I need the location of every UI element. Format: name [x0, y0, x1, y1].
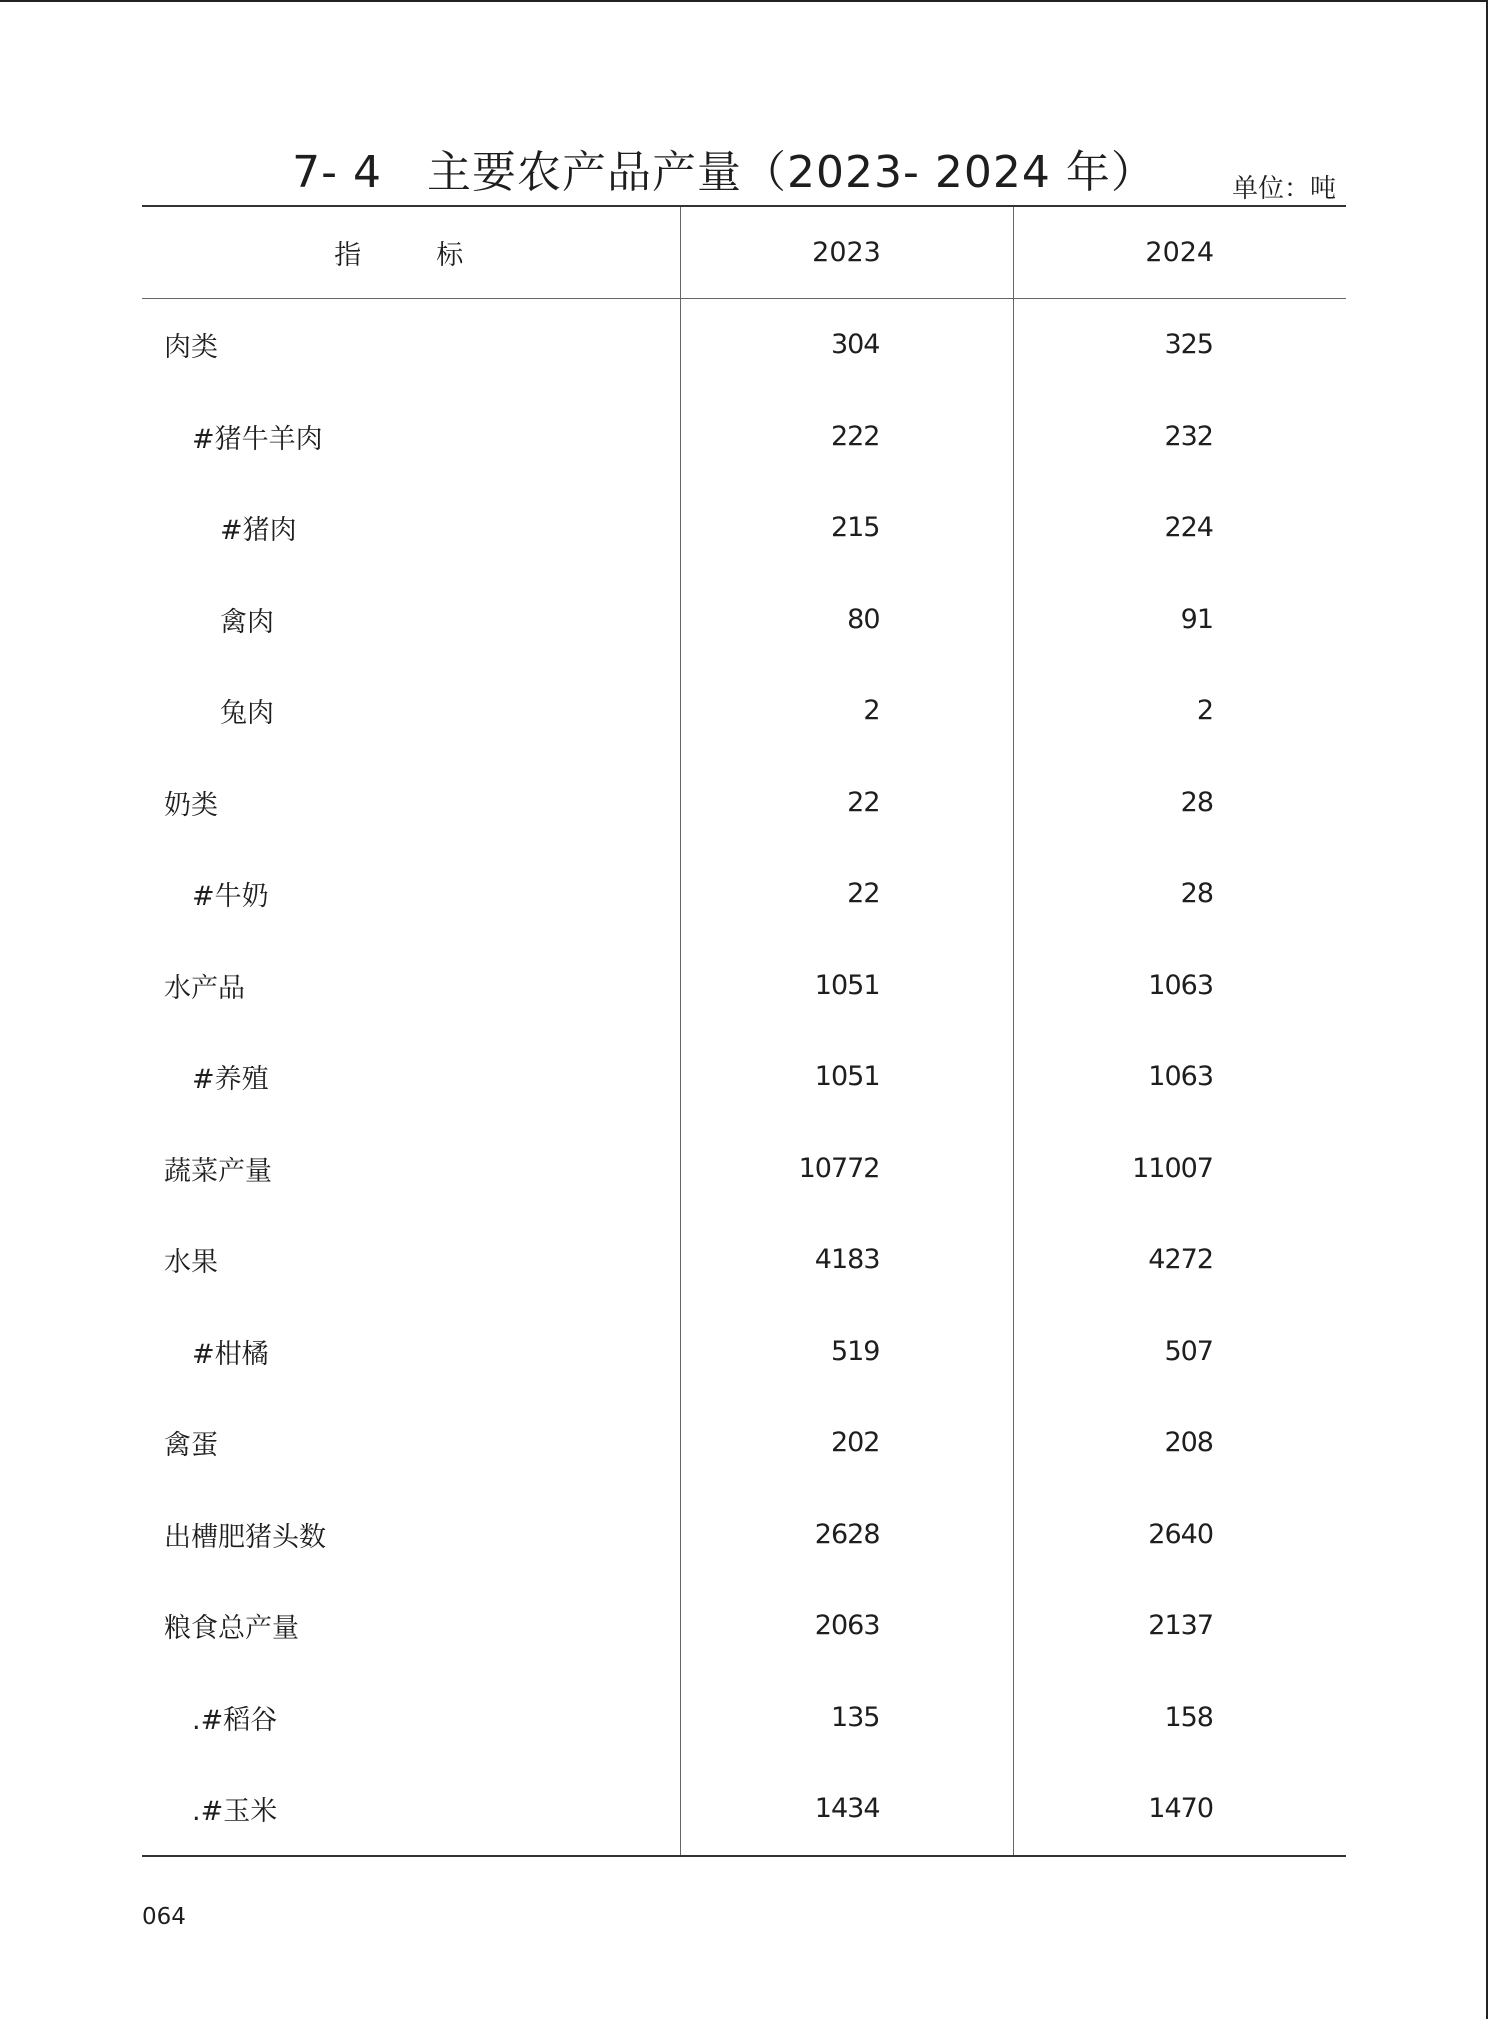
- value-2023: 202: [680, 1397, 1013, 1489]
- table-row: [142, 1397, 1346, 1489]
- value-2023: 22: [680, 757, 1013, 849]
- value-2024: 2: [1013, 665, 1346, 757]
- table-row: [142, 848, 1346, 940]
- page-border-top: [0, 0, 1488, 2]
- page-number: 064: [142, 1904, 186, 1930]
- value-2023: 519: [680, 1306, 1013, 1398]
- table-row: [142, 1672, 1346, 1764]
- table-row: [142, 1489, 1346, 1581]
- value-2023: 4183: [680, 1214, 1013, 1306]
- row-label: 粮食总产量: [164, 1613, 299, 1645]
- value-2024: 28: [1013, 757, 1346, 849]
- production-table: [142, 207, 1346, 1855]
- table-row: [142, 574, 1346, 666]
- row-label: .#稻谷: [192, 1704, 278, 1736]
- row-label: 肉类: [164, 332, 218, 364]
- value-2023: 135: [680, 1672, 1013, 1764]
- row-label: 蔬菜产量: [164, 1155, 272, 1187]
- row-label: 出槽肥猪头数: [164, 1521, 326, 1553]
- row-label: 兔肉: [220, 698, 274, 730]
- value-2023: 222: [680, 391, 1013, 483]
- header-2024: 2024: [1013, 207, 1346, 299]
- table-row: [142, 1763, 1346, 1855]
- row-label: #牛奶: [192, 881, 269, 913]
- header-indicator: 指 标: [142, 207, 680, 299]
- value-2023: 2628: [680, 1489, 1013, 1581]
- value-2023: 10772: [680, 1123, 1013, 1215]
- value-2024: 91: [1013, 574, 1346, 666]
- value-2023: 304: [680, 299, 1013, 391]
- row-label: 水产品: [164, 972, 245, 1004]
- table-row: [142, 299, 1346, 391]
- value-2023: 215: [680, 482, 1013, 574]
- value-2023: 1051: [680, 940, 1013, 1032]
- unit-label: 单位：吨: [1232, 174, 1337, 204]
- row-label: .#玉米: [192, 1796, 278, 1828]
- header-row: [142, 207, 1346, 299]
- value-2023: 1051: [680, 1031, 1013, 1123]
- value-2024: 158: [1013, 1672, 1346, 1764]
- value-2024: 4272: [1013, 1214, 1346, 1306]
- value-2024: 28: [1013, 848, 1346, 940]
- value-2024: 208: [1013, 1397, 1346, 1489]
- value-2023: 22: [680, 848, 1013, 940]
- data-table-container: [142, 205, 1346, 1857]
- table-header: [142, 207, 1346, 299]
- table-row: [142, 1580, 1346, 1672]
- value-2023: 2: [680, 665, 1013, 757]
- table-row: [142, 665, 1346, 757]
- value-2023: 80: [680, 574, 1013, 666]
- row-label: #猪肉: [220, 515, 297, 547]
- row-label: 禽蛋: [164, 1430, 218, 1462]
- table-row: [142, 1123, 1346, 1215]
- value-2024: 1063: [1013, 940, 1346, 1032]
- row-label: #养殖: [192, 1064, 269, 1096]
- value-2024: 1063: [1013, 1031, 1346, 1123]
- value-2023: 2063: [680, 1580, 1013, 1672]
- table-bottom-rule: [142, 1855, 1346, 1857]
- table-title: 7- 4 主要农产品产量（2023- 2024 年）: [292, 147, 1156, 198]
- value-2023: 1434: [680, 1763, 1013, 1855]
- row-label: 奶类: [164, 789, 218, 821]
- table-row: [142, 391, 1346, 483]
- value-2024: 232: [1013, 391, 1346, 483]
- value-2024: 507: [1013, 1306, 1346, 1398]
- table-row: [142, 757, 1346, 849]
- row-label: #柑橘: [192, 1338, 269, 1370]
- value-2024: 11007: [1013, 1123, 1346, 1215]
- table-row: [142, 940, 1346, 1032]
- table-row: [142, 482, 1346, 574]
- row-label: 水果: [164, 1247, 218, 1279]
- table-row: [142, 1306, 1346, 1398]
- value-2024: 2640: [1013, 1489, 1346, 1581]
- table-body: [142, 299, 1346, 1855]
- header-2023: 2023: [680, 207, 1013, 299]
- row-label: #猪牛羊肉: [192, 423, 323, 455]
- value-2024: 325: [1013, 299, 1346, 391]
- value-2024: 2137: [1013, 1580, 1346, 1672]
- table-row: [142, 1214, 1346, 1306]
- table-row: [142, 1031, 1346, 1123]
- value-2024: 224: [1013, 482, 1346, 574]
- row-label: 禽肉: [220, 606, 274, 638]
- value-2024: 1470: [1013, 1763, 1346, 1855]
